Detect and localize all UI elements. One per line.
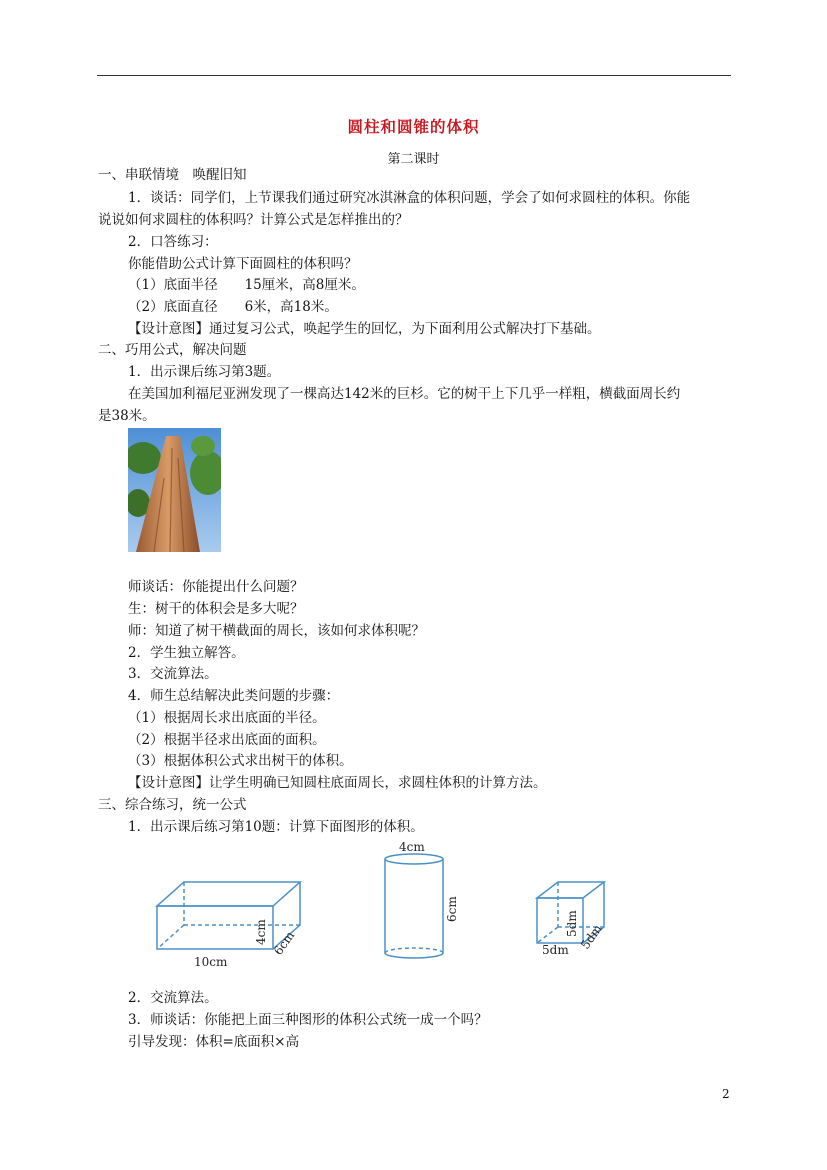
paragraph: 1．谈话：同学们，上节课我们通过研究冰淇淋盒的体积问题，学会了如何求圆柱的体积。你能 xyxy=(128,190,691,206)
document-subtitle: 第二课时 xyxy=(387,152,440,167)
dialogue-line: 生：树干的体积会是多大呢？ xyxy=(128,601,304,617)
cuboid-height-label: 4cm xyxy=(254,919,268,945)
cube-height-label: 5dm xyxy=(565,910,579,937)
cuboid-length-label: 10cm xyxy=(194,955,228,969)
header-rule xyxy=(97,75,731,76)
dialogue-line: 师谈话：你能提出什么问题？ xyxy=(128,579,304,595)
cylinder-height-label: 6cm xyxy=(445,896,459,922)
cuboid-width-label: 6cm xyxy=(270,928,298,958)
paragraph: 1．出示课后练习第10题：计算下面图形的体积。 xyxy=(128,819,424,835)
dialogue-line: 师：知道了树干横截面的周长，该如何求体积呢？ xyxy=(128,623,425,639)
cylinder-diameter-label: 4cm xyxy=(399,840,425,854)
cylinder-figure xyxy=(385,854,443,958)
cube-width-label: 5dm xyxy=(577,921,605,952)
design-intent: 【设计意图】让学生明确已知圆柱底面周长，求圆柱体积的计算方法。 xyxy=(128,775,547,791)
paragraph: 2．交流算法。 xyxy=(128,990,218,1006)
paragraph: 3．师谈话：你能把上面三种图形的体积公式统一成一个吗？ xyxy=(128,1012,488,1028)
paragraph: 2．学生独立解答。 xyxy=(128,645,245,661)
paragraph: 你能借助公式计算下面圆柱的体积吗？ xyxy=(128,256,358,272)
paragraph: 1．出示课后练习第3题。 xyxy=(128,364,281,380)
list-item: （1）根据周长求出底面的半径。 xyxy=(128,710,326,726)
paragraph: 是38米。 xyxy=(98,408,156,424)
cube-length-label: 5dm xyxy=(542,943,569,957)
section-heading-1: 一、串联情境 唤醒旧知 xyxy=(98,167,247,183)
paragraph: 3．交流算法。 xyxy=(128,666,218,682)
section-heading-2: 二、巧用公式，解决问题 xyxy=(98,342,247,358)
figures-svg xyxy=(150,840,620,975)
paragraph: 说说如何求圆柱的体积吗？计算公式是怎样推出的？ xyxy=(98,212,409,228)
list-item: （1）底面半径 15厘米，高8厘米。 xyxy=(128,277,365,293)
list-item: （2）底面直径 6米，高18米。 xyxy=(128,299,338,315)
list-item: （3）根据体积公式求出树干的体积。 xyxy=(128,753,353,769)
paragraph: 2．口答练习： xyxy=(128,234,218,250)
paragraph: 引导发现：体积=底面积×高 xyxy=(128,1034,300,1050)
paragraph: 4．师生总结解决此类问题的步骤： xyxy=(128,688,340,704)
section-heading-3: 三、综合练习，统一公式 xyxy=(98,797,247,813)
paragraph: 在美国加利福尼亚洲发现了一棵高达142米的巨杉。它的树干上下几乎一样粗，横截面周长约 xyxy=(128,386,681,402)
document-title: 圆柱和圆锥的体积 xyxy=(347,117,480,136)
geometry-figures xyxy=(150,840,620,975)
list-item: （2）根据半径求出底面的面积。 xyxy=(128,732,326,748)
design-intent: 【设计意图】通过复习公式，唤起学生的回忆，为下面利用公式解决打下基础。 xyxy=(128,321,601,337)
page-number: 2 xyxy=(722,1087,730,1101)
sequoia-tree-photo xyxy=(128,428,221,552)
